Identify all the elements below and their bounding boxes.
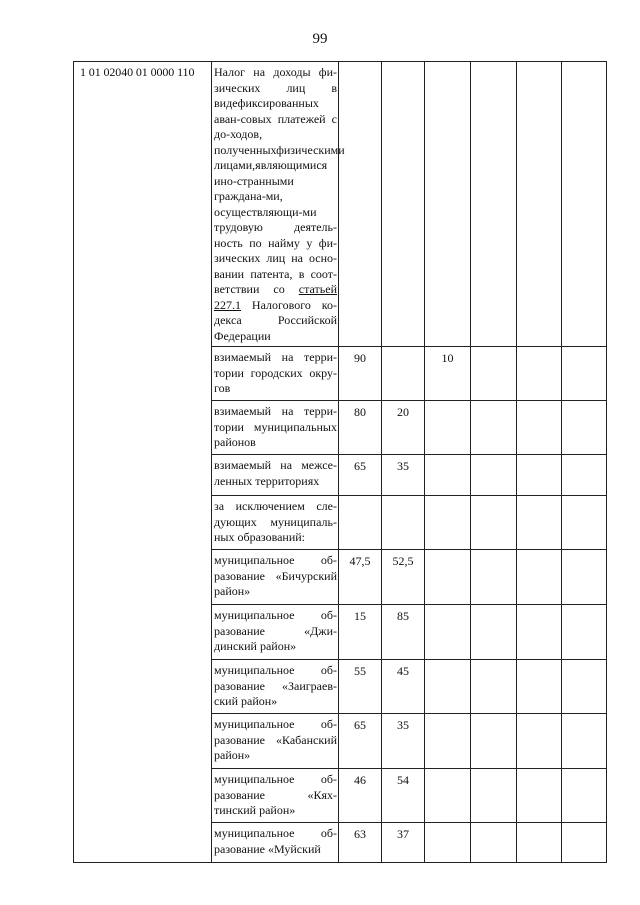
value-cell: 35 (382, 455, 425, 496)
row-description: муниципальное об-разование «Джи-динский район» (212, 605, 339, 660)
value-cell (517, 660, 562, 714)
value-cell: 46 (339, 769, 382, 823)
value-cell (562, 62, 607, 347)
value-cell (517, 823, 562, 863)
value-cell (382, 62, 425, 347)
budget-classification-code: 1 01 02040 01 0000 110 (74, 62, 212, 863)
value-cell: 90 (339, 347, 382, 401)
row-description: взимаемый на межсе-ленных территориях (212, 455, 339, 496)
value-cell (562, 823, 607, 863)
value-cell (517, 714, 562, 769)
value-cell (517, 347, 562, 401)
value-cell: 37 (382, 823, 425, 863)
value-cell (517, 455, 562, 496)
value-cell: 52,5 (382, 550, 425, 605)
tax-description-tail: Налогового ко-декса Российской Федерации (214, 297, 337, 343)
value-cell (562, 550, 607, 605)
tax-description-text: Налог на доходы фи-зических лиц в видефиксированных аван-совых платежей с до-ходов, полученныхфизическими лицами,являющимися ино-странными граждана-ми, осуществляющи-ми трудовую деятель-ность по найму у фи-зических лиц на осно-вании патента, в соот-ветствии со (214, 65, 345, 296)
article-link[interactable]: статьей 227.1 (214, 282, 337, 312)
value-cell (471, 455, 517, 496)
value-cell (562, 455, 607, 496)
row-description: взимаемый на терри-тории муниципальных районов (212, 401, 339, 455)
value-cell: 10 (425, 347, 471, 401)
value-cell: 54 (382, 769, 425, 823)
row-description: муниципальное об-разование «Заиграев-ский район» (212, 660, 339, 714)
value-cell (382, 347, 425, 401)
row-description: за исключением сле-дующих муниципаль-ных образований: (212, 496, 339, 550)
value-cell (382, 496, 425, 550)
value-cell (562, 605, 607, 660)
value-cell (425, 823, 471, 863)
value-cell (425, 62, 471, 347)
value-cell (517, 496, 562, 550)
value-cell (471, 660, 517, 714)
value-cell (339, 62, 382, 347)
tax-description (212, 62, 345, 347)
value-cell (562, 401, 607, 455)
value-cell (471, 714, 517, 769)
value-cell (425, 605, 471, 660)
row-description: муниципальное об-разование «Муйский (212, 823, 339, 863)
value-cell (425, 769, 471, 823)
value-cell: 35 (382, 714, 425, 769)
row-description: взимаемый на терри-тории городских окру-гов (212, 347, 339, 401)
page-number: 99 (312, 31, 328, 47)
value-cell (562, 660, 607, 714)
row-description: муниципальное об-разование «Кях-тинский район» (212, 769, 339, 823)
row-description: муниципальное об-разование «Бичурский район» (212, 550, 339, 605)
value-cell: 65 (339, 455, 382, 496)
value-cell (562, 347, 607, 401)
value-cell (425, 714, 471, 769)
value-cell: 63 (339, 823, 382, 863)
value-cell (425, 401, 471, 455)
value-cell (425, 550, 471, 605)
revenue-distribution-table (73, 61, 607, 863)
row-description: муниципальное об-разование «Кабанский район» (212, 714, 339, 769)
value-cell (425, 660, 471, 714)
value-cell (425, 455, 471, 496)
value-cell (471, 823, 517, 863)
value-cell: 45 (382, 660, 425, 714)
value-cell (517, 769, 562, 823)
value-cell (517, 401, 562, 455)
value-cell: 80 (339, 401, 382, 455)
value-cell (517, 550, 562, 605)
value-cell: 55 (339, 660, 382, 714)
value-cell: 65 (339, 714, 382, 769)
value-cell (562, 496, 607, 550)
value-cell: 20 (382, 401, 425, 455)
value-cell (471, 347, 517, 401)
value-cell (339, 496, 382, 550)
value-cell (471, 401, 517, 455)
value-cell (562, 769, 607, 823)
value-cell (517, 62, 562, 347)
value-cell (471, 62, 517, 347)
value-cell: 47,5 (339, 550, 382, 605)
value-cell (471, 550, 517, 605)
value-cell (471, 769, 517, 823)
value-cell (517, 605, 562, 660)
value-cell: 15 (339, 605, 382, 660)
table-row (74, 62, 607, 347)
value-cell (562, 714, 607, 769)
value-cell (471, 605, 517, 660)
value-cell (425, 496, 471, 550)
value-cell: 85 (382, 605, 425, 660)
value-cell (471, 496, 517, 550)
